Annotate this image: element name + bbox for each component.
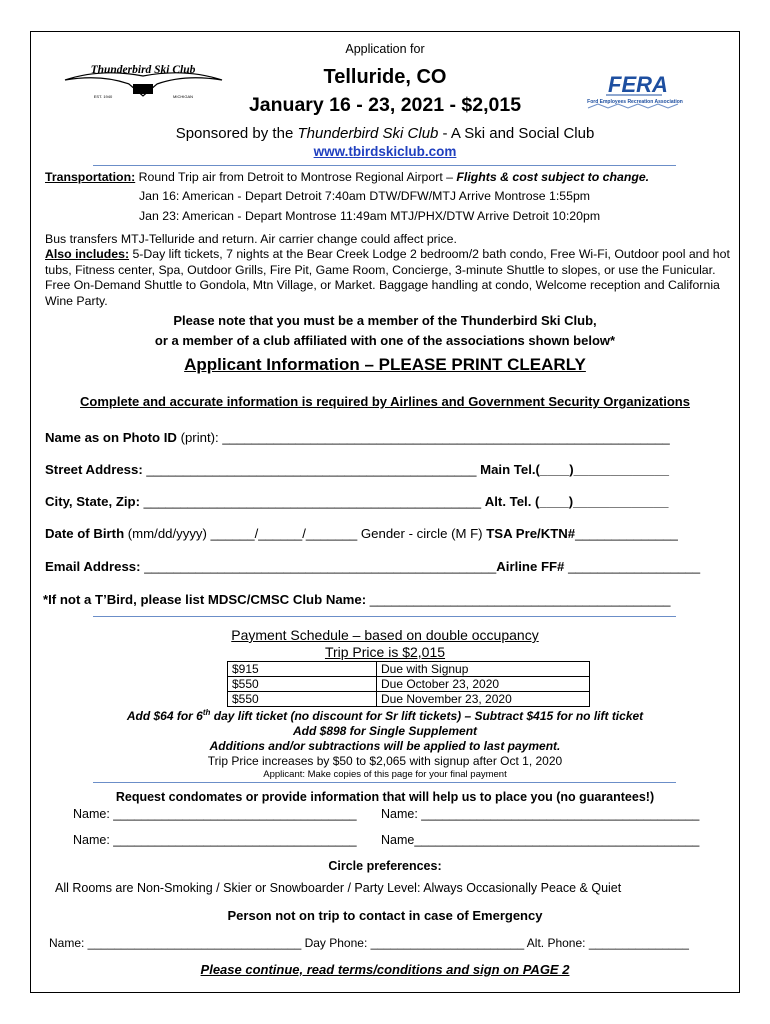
website-link[interactable]: www.tbirdskiclub.com: [313, 144, 457, 159]
table-row: [228, 662, 590, 677]
email-label: Email Address:: [45, 559, 141, 574]
street-address-label: Street Address:: [45, 462, 143, 477]
logo-left-place: MICHIGAN: [173, 94, 193, 99]
condomate-name-3[interactable]: Name: ___________________________________: [73, 833, 357, 847]
city-state-zip-field[interactable]: [45, 494, 669, 509]
preferences-options[interactable]: All Rooms are Non-Smoking / Skier or Snowboarder / Party Level: Always Occasionally Peace & Quiet: [55, 881, 622, 895]
dob-gender-field[interactable]: [45, 526, 678, 541]
flight-return: Jan 23: American - Depart Montrose 11:49am MTJ/PHX/DTW Arrive Detroit 10:20pm: [139, 209, 601, 223]
table-row: [228, 677, 590, 692]
airline-ff-label: Airline FF#: [496, 559, 565, 574]
membership-note-line1: Please note that you must be a member of the Thunderbird Ski Club,: [173, 313, 597, 328]
tsa-label: TSA Pre/KTN#: [486, 526, 576, 541]
condomates-heading: Request condomates or provide information that will help us to place you (no guarantees!): [115, 790, 655, 804]
application-for-label: Application for: [345, 42, 425, 56]
divider: [93, 165, 676, 166]
club-name-field[interactable]: [43, 592, 671, 607]
street-address-field[interactable]: [45, 462, 669, 477]
name-field-line[interactable]: _____________________________________________________________: [222, 430, 670, 445]
club-name-line[interactable]: _________________________________________: [366, 592, 671, 607]
circle-preferences-heading: Circle preferences:: [328, 859, 442, 873]
transportation-label: Transportation:: [45, 170, 136, 184]
copies-note: Applicant: Make copies of this page for your final payment: [263, 769, 507, 780]
payment-amount: $915: [228, 662, 377, 677]
transportation-text: Round Trip air from Detroit to Montrose Regional Airport –: [135, 170, 457, 184]
lift-ticket-note-b: day lift ticket (no discount for Sr lift tickets) – Subtract $415 for no lift ticket: [210, 709, 644, 723]
flight-outbound: Jan 16: American - Depart Detroit 7:40am DTW/DFW/MTJ Arrive Montrose 1:55pm: [139, 189, 591, 203]
alt-tel-field[interactable]: Alt. Tel. (____)_____________: [484, 494, 669, 509]
name-field-label: Name as on Photo ID: [45, 430, 177, 445]
tsa-line[interactable]: ______________: [575, 526, 678, 541]
condomate-name-1[interactable]: Name: ___________________________________: [73, 807, 357, 821]
price-increase-note: Trip Price increases by $50 to $2,065 with signup after Oct 1, 2020: [207, 754, 563, 768]
also-includes-text: 5-Day lift tickets, 7 nights at the Bear Creek Lodge 2 bedroom/2 bath condo, Free Wi-Fi, Outdoor pool and hot tubs, Fitness center, Spa, Outdoor Grills, Fire Pit, Game Room, Concierge, 3-minute Shuttle to slopes, or use the Funicular. Free On-Demand Shuttle to Gondola, Mtn Village, or Market. Baggage handling at condo, Welcome reception and California Wine Party.: [45, 247, 730, 308]
emergency-contact-fields[interactable]: Name: ________________________________ Day Phone: _______________________ Alt. Phone: _______________: [49, 936, 689, 950]
sponsor-suffix: - A Ski and Social Club: [438, 125, 595, 142]
dob-label: Date of Birth: [45, 526, 125, 541]
street-address-line[interactable]: _____________________________________________: [142, 462, 481, 477]
lift-ticket-note-a: Add $64 for 6: [126, 709, 203, 723]
logo-left-est: EST. 1940: [93, 94, 113, 99]
membership-note-line2: or a member of a club affiliated with one of the associations shown below*: [154, 333, 616, 348]
sponsor-name: Thunderbird Ski Club: [297, 125, 439, 142]
trip-price: Trip Price is $2,015: [324, 644, 446, 660]
payment-schedule-heading: Payment Schedule – based on double occupancy: [231, 627, 539, 643]
sponsor-line: [31, 125, 739, 142]
applicant-info-subheading: Complete and accurate information is required by Airlines and Government Security Organizations: [80, 394, 690, 409]
email-line[interactable]: ________________________________________________: [140, 559, 497, 574]
bus-transfers: Bus transfers MTJ-Telluride and return. Air carrier change could affect price.: [45, 232, 457, 246]
transportation-note: Flights & cost subject to change.: [456, 170, 650, 184]
continue-page-2-note: Please continue, read terms/conditions and sign on PAGE 2: [200, 962, 570, 977]
airline-ff-line[interactable]: __________________: [564, 559, 701, 574]
trip-dates-price-title: January 16 - 23, 2021 - $2,015: [248, 94, 522, 116]
payment-due: Due November 23, 2020: [377, 692, 590, 707]
fera-logo-subtitle: Ford Employees Recreation Association: [587, 99, 683, 105]
fera-logo-text: FERA: [608, 72, 668, 97]
emergency-contact-heading: Person not on trip to contact in case of Emergency: [227, 908, 543, 923]
trip-destination-title: Telluride, CO: [323, 66, 447, 88]
city-state-zip-label: City, State, Zip:: [45, 494, 141, 509]
club-name-label: *If not a T’Bird, please list MDSC/CMSC Club Name:: [43, 592, 367, 607]
applicant-info-heading: Applicant Information – PLEASE PRINT CLEARLY: [184, 355, 586, 374]
payment-schedule-table: [227, 661, 590, 707]
single-supplement-note: Add $898 for Single Supplement: [292, 724, 478, 738]
divider: [93, 616, 676, 617]
lift-ticket-note: [31, 708, 739, 723]
also-includes-paragraph: [45, 247, 735, 309]
transportation-line: [45, 170, 649, 184]
adjustments-note: Additions and/or subtractions will be applied to last payment.: [209, 739, 561, 753]
application-form-page: [30, 31, 740, 993]
logo-left-title: Thunderbird Ski Club: [90, 64, 196, 76]
also-includes-label: Also includes:: [45, 247, 130, 261]
payment-amount: $550: [228, 692, 377, 707]
payment-due: Due with Signup: [377, 662, 590, 677]
name-field[interactable]: [45, 430, 670, 445]
divider: [93, 782, 676, 783]
name-field-hint: (print):: [176, 430, 223, 445]
lift-ticket-note-sup: th: [202, 708, 211, 717]
condomate-name-2[interactable]: Name: ________________________________________: [381, 807, 700, 821]
table-row: [228, 692, 590, 707]
city-state-zip-line[interactable]: ______________________________________________: [140, 494, 485, 509]
payment-due: Due October 23, 2020: [377, 677, 590, 692]
condomate-name-4[interactable]: Name_________________________________________: [381, 833, 700, 847]
payment-amount: $550: [228, 677, 377, 692]
dob-hint[interactable]: (mm/dd/yyyy) ______/______/_______ Gender - circle (M F): [124, 526, 487, 541]
sponsor-prefix: Sponsored by the: [175, 125, 294, 142]
email-field[interactable]: [45, 559, 700, 574]
main-tel-field[interactable]: Main Tel.(____)_____________: [480, 462, 669, 477]
